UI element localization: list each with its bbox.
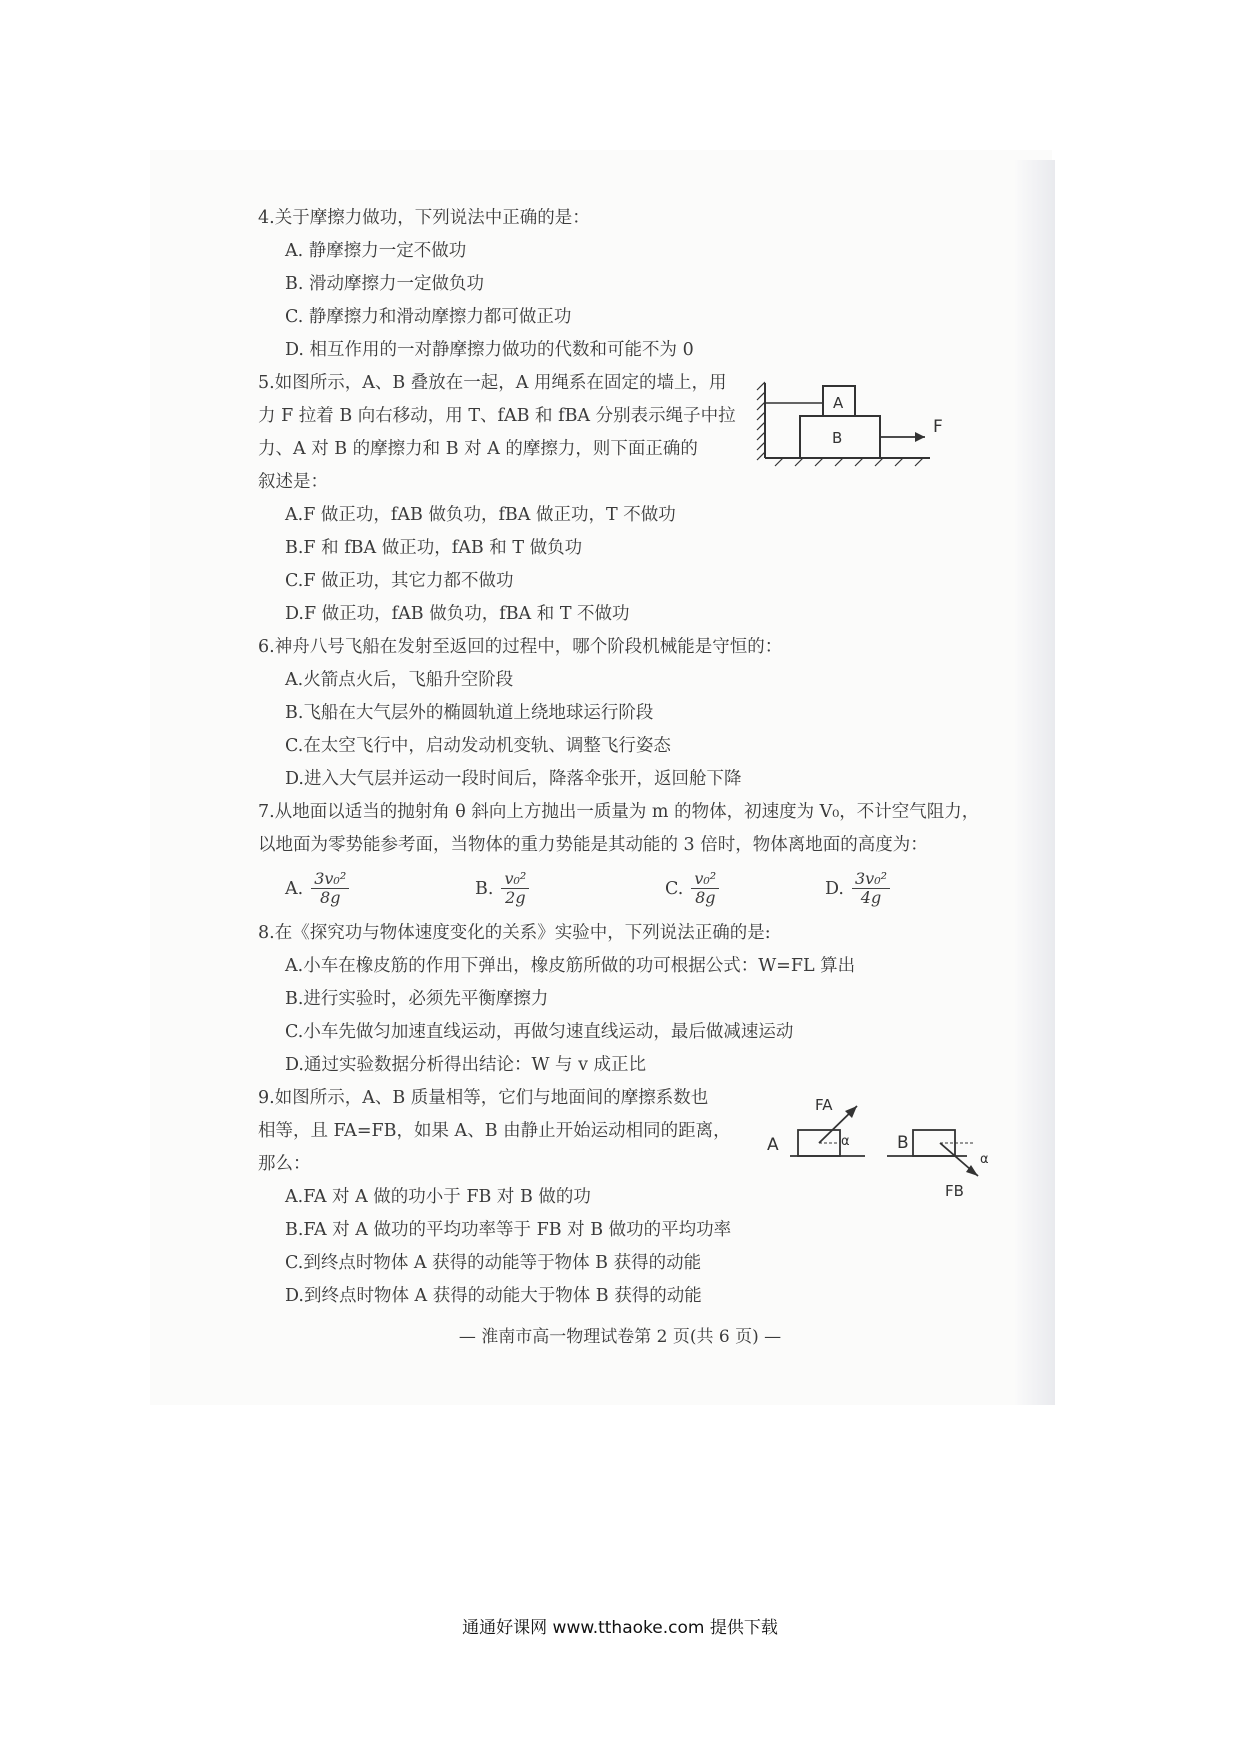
q9-option-b: B.FA 对 A 做功的平均功率等于 FB 对 B 做功的平均功率 (285, 1220, 732, 1240)
q6-stem: 6.神舟八号飞船在发射至返回的过程中，哪个阶段机械能是守恒的： (258, 637, 783, 657)
block-b-label: B (832, 429, 843, 447)
q5-option-b: B.F 和 fBA 做正功，fAB 和 T 做负功 (285, 538, 583, 558)
block-b (913, 1130, 955, 1156)
page-footer: — 淮南市高一物理试卷第 2 页(共 6 页) — (458, 1327, 782, 1347)
q9-option-a: A.FA 对 A 做的功小于 FB 对 B 做的功 (285, 1187, 591, 1207)
q5-option-c: C.F 做正功，其它力都不做功 (285, 571, 514, 591)
q9-option-c: C.到终点时物体 A 获得的动能等于物体 B 获得的动能 (285, 1253, 702, 1273)
q4-option-d: D. 相互作用的一对静摩擦力做功的代数和可能不为 0 (285, 340, 694, 360)
q7-choice-d-numerator: 3v₀² (852, 870, 890, 889)
page-shadow-edge (1015, 160, 1055, 1405)
q8-stem: 8.在《探究功与物体速度变化的关系》实验中，下列说法正确的是: (258, 923, 771, 943)
q5-option-d: D.F 做正功，fAB 做负功，fBA 和 T 不做功 (285, 604, 630, 624)
q7-choice-a-denominator: 8g (320, 888, 341, 907)
q7-choice-d-denominator: 4g (860, 888, 882, 907)
q7-choice-a-numerator: 3v₀² (311, 870, 349, 889)
block-b-label: B (897, 1133, 909, 1153)
q4-stem: 4.关于摩擦力做功，下列说法中正确的是： (258, 208, 590, 228)
q6-option-c: C.在太空飞行中，启动发动机变轨、调整飞行姿态 (285, 736, 671, 756)
q9-stem-line-3: 那么： (258, 1154, 311, 1174)
q7-stem-line-1: 7.从地面以适当的抛射角 θ 斜向上方抛出一质量为 m 的物体，初速度为 V₀，不计空气阻力， (258, 802, 980, 822)
q6-option-a: A.火箭点火后，飞船升空阶段 (285, 670, 514, 690)
q5-option-a: A.F 做正功，fAB 做负功，fBA 做正功，T 不做功 (285, 505, 676, 525)
q9-option-d: D.到终点时物体 A 获得的动能大于物体 B 获得的动能 (285, 1286, 702, 1306)
q4-option-b: B. 滑动摩擦力一定做负功 (285, 274, 484, 294)
block-a-label: A (833, 394, 844, 412)
q5-stem-line-2: 力 F 拉着 B 向右移动，用 T、fAB 和 fBA 分别表示绳子中拉 (258, 406, 736, 426)
q5-stem-line-3: 力、A 对 B 的摩擦力和 B 对 A 的摩擦力，则下面正确的 (258, 439, 698, 459)
q7-choice-c-numerator: v₀² (691, 870, 719, 889)
force-label: F (933, 417, 943, 437)
q9-stem-line-1: 9.如图所示，A、B 质量相等，它们与地面间的摩擦系数也 (258, 1088, 709, 1108)
q5-stem-line-4: 叙述是： (258, 472, 328, 492)
q6-option-b: B.飞船在大气层外的椭圆轨道上绕地球运行阶段 (285, 703, 654, 723)
q4-option-c: C. 静摩擦力和滑动摩擦力都可做正功 (285, 307, 572, 327)
q7-choice-c (665, 870, 719, 907)
q4-option-a: A. 静摩擦力一定不做功 (285, 241, 467, 261)
q9-stem-line-2: 相等，且 FA=FB，如果 A、B 由静止开始运动相同的距离， (258, 1121, 731, 1141)
download-note: 通通好课网 www.tthaoke.com 提供下载 (462, 1618, 778, 1638)
q7-choice-b-label: B. (475, 878, 494, 899)
ground-hatching (775, 458, 923, 466)
force-b-label: FB (945, 1182, 964, 1200)
q9-figure-b (885, 1112, 1005, 1207)
angle-b-label: α (980, 1152, 989, 1167)
q7-choice-b (475, 870, 529, 907)
q7-choice-a (285, 870, 349, 907)
q5-stem-line-1: 5.如图所示，A、B 叠放在一起，A 用绳系在固定的墙上，用 (258, 373, 727, 393)
q7-stem-line-2: 以地面为零势能参考面，当物体的重力势能是其动能的 3 倍时，物体离地面的高度为： (258, 835, 928, 855)
q9-figure-a (765, 1092, 870, 1167)
q7-choice-c-denominator: 8g (695, 888, 716, 907)
q8-option-c: C.小车先做匀加速直线运动，再做匀速直线运动，最后做减速运动 (285, 1022, 794, 1042)
q7-choice-d-label: D. (825, 878, 844, 899)
block-a-label: A (767, 1135, 779, 1155)
angle-a-label: α (841, 1134, 850, 1149)
q7-choice-a-label: A. (285, 878, 304, 899)
force-arrowhead (915, 432, 925, 442)
q7-choice-b-numerator: v₀² (501, 870, 529, 889)
q7-choice-d (825, 870, 890, 907)
q8-option-a: A.小车在橡皮筋的作用下弹出，橡皮筋所做的功可根据公式：W=FL 算出 (285, 956, 856, 976)
q7-choice-b-denominator: 2g (505, 888, 526, 907)
q7-choice-c-label: C. (665, 878, 684, 899)
q8-option-d: D.通过实验数据分析得出结论：W 与 v 成正比 (285, 1055, 647, 1075)
q5-figure (755, 378, 965, 478)
q8-option-b: B.进行实验时，必须先平衡摩擦力 (285, 989, 549, 1009)
wall-hatching (757, 382, 765, 460)
q6-option-d: D.进入大气层并运动一段时间后，降落伞张开，返回舱下降 (285, 769, 742, 789)
force-a-label: FA (815, 1096, 833, 1114)
